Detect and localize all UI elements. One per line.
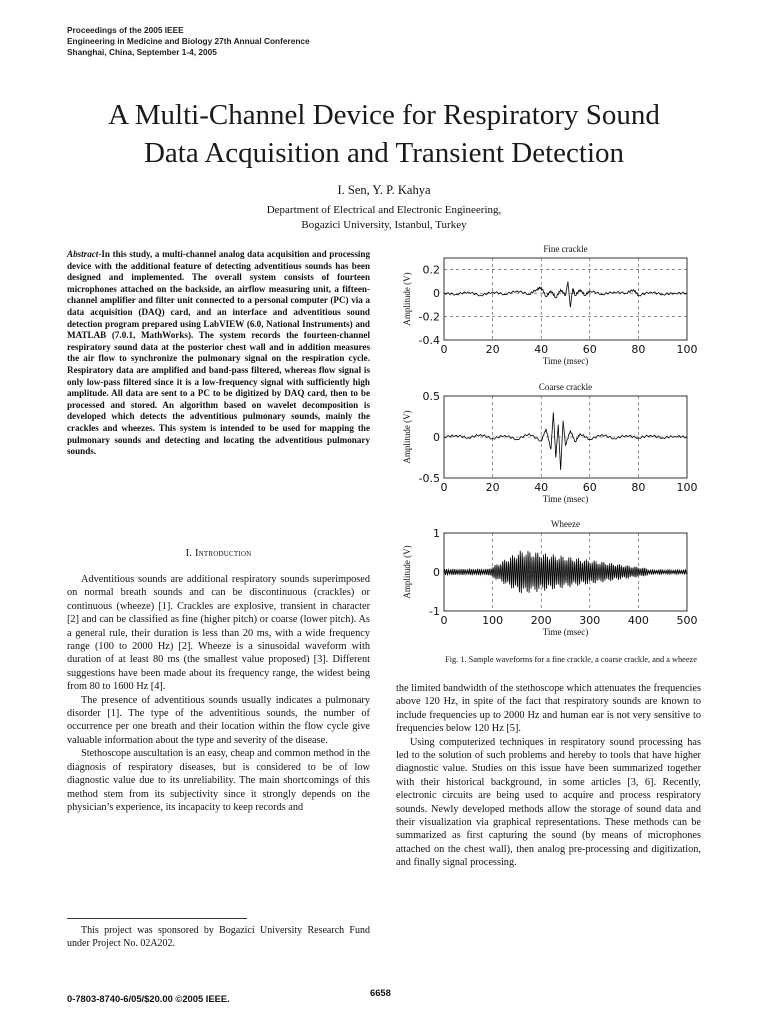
paragraph: Adventitious sounds are additional respiratory sounds superimposed on normal breath sounds and can be discontinuous (crackles) or continuous (wheeze) [1]. Crackles are explosive, transient in character [2] and can be classified as fine (higher pitch) or coarse (lower pitch). As a general rule, their duration is less than 20 ms, with a wide frequency range (100 to 2000 Hz) [2]. Wheeze is a sinusoidal waveform with duration of at least 80 ms (the smallest value proposed) [3]. Different suggestions have been made about its frequency range, the widest being from 80 to 1600 Hz [4]. <box>67 574 370 693</box>
waveform-series-line <box>444 412 687 469</box>
left-column-body <box>67 573 370 814</box>
panel-title: Coarse crackle <box>538 382 593 392</box>
x-tick-label: 100 <box>676 343 698 356</box>
title-line-1: A Multi-Channel Device for Respiratory Sound <box>108 99 660 131</box>
x-tick-label: 100 <box>676 481 698 494</box>
x-tick-label: 80 <box>631 481 646 494</box>
x-axis-label: Time (msec) <box>542 356 589 366</box>
paragraph: The presence of adventitious sounds usually indicates a pulmonary disorder [1]. The type of the adventitious sounds, the number of occurrence per one breath and their location within the flow cycle give valuable information about the type and severity of the disease. <box>67 694 370 746</box>
x-tick-label: 60 <box>582 343 597 356</box>
panel-title: Wheeze <box>551 519 580 529</box>
footnote-rule <box>67 918 247 919</box>
copyright-footer: 0-7803-8740-6/05/$20.00 ©2005 IEEE. <box>67 993 230 1004</box>
title-line-2: Data Acquisition and Transient Detection <box>143 137 625 169</box>
section-heading <box>67 548 370 559</box>
paragraph: Stethoscope auscultation is an easy, cheap and common method in the diagnosis of respiratory diseases, but is considered to be of low diagnostic value due to its unreliability. The main shortcomings of this method stem from its subjectivity since it strongly depends on the physician’s experience, its incapacity to keep records and <box>67 748 370 813</box>
x-tick-label: 0 <box>440 481 448 494</box>
abstract-text: In this study, a multi-channel analog data acquisition and processing device with the additional feature of detecting adventitious sounds has been designed and implemented. The overall system consists of fourteen microphones attached on the backside, an airflow measuring unit, a fifteen-channel amplifier and filter unit connected to a personal computer (PC) via a data acquisition (DAQ) card, and an interface and adventitious sound detection program prepared using LabVIEW (6.0, National Instruments) and MATLAB (7.0.1, MathWorks). The system records the fourteen-channel respiratory sound data at the posterior chest wall and in addition measures the air flow to synchronize the pulmonary signal on the respiration cycle. Respiratory data are amplified and band-pass filtered, whereas flow signal is only low-pass filtered since it is a low-frequency signal with sufficiently high amplitude. All data are sent to a PC to be digitized by DAQ card, then to be processed and stored. An algorithm based on wavelet decomposition is developed which detects the adventitious pulmonary sounds, mainly the crackles and wheezes. This system is intended to be used for mapping the pulmonary sounds and detecting and locating the adventitious pulmonary sounds. <box>67 249 370 457</box>
waveform-figure <box>386 238 716 652</box>
header-line-3: Shanghai, China, September 1-4, 2005 <box>67 47 217 57</box>
x-tick-label: 20 <box>485 481 500 494</box>
section-numeral: I. <box>185 548 195 559</box>
header-line-2: Engineering in Medicine and Biology 27th Annual Conference <box>67 36 310 46</box>
y-tick-label: -0.2 <box>418 310 440 324</box>
authors: I. Sen, Y. P. Kahya <box>337 183 431 197</box>
header-line-1: Proceedings of the 2005 IEEE <box>67 25 184 35</box>
y-axis-label: Amplitude (V) <box>402 410 412 464</box>
x-tick-label: 20 <box>485 343 500 356</box>
x-tick-label: 100 <box>482 614 504 627</box>
x-axis-label: Time (msec) <box>542 494 589 504</box>
x-tick-label: 60 <box>582 481 597 494</box>
y-tick-label: -1 <box>429 605 440 618</box>
page-number: 6658 <box>370 987 391 998</box>
paragraph: the limited bandwidth of the stethoscope which attenuates the frequencies above 120 Hz, in spite of the fact that respiratory sounds are known to include frequencies up to 2000 Hz and human ear is not very sensitive to frequencies below 120 Hz [5]. <box>396 683 701 735</box>
x-tick-label: 40 <box>534 481 549 494</box>
right-column-body <box>396 682 701 870</box>
footnote <box>67 924 370 950</box>
paragraph: Using computerized techniques in respiratory sound processing has led to the solution of such problems and hereby to tools that have higher diagnostic value. Studies on this issue have been summarized together with their historical background, in some articles [3, 6]. Recently, electronic circuits are being used to acquire and process respiratory sounds. Newly developed methods allow the storage of sound data and their visualization via graphical representations. These methods can be summarized as first capturing the sound (by means of microphones attached on the chest wall), then analog pre-processing and digitization, and finally signal processing. <box>396 736 701 869</box>
panel-title: Fine crackle <box>543 244 588 254</box>
y-tick-label: 0 <box>433 287 440 301</box>
x-tick-label: 80 <box>631 343 646 356</box>
figure-1 <box>386 238 716 652</box>
y-axis-label: Amplitude (V) <box>402 545 412 599</box>
y-tick-label: 0 <box>433 431 440 444</box>
x-tick-label: 40 <box>534 343 549 356</box>
paper-title <box>40 96 728 172</box>
y-tick-label: 0.5 <box>422 390 440 403</box>
affiliation-line-1: Department of Electrical and Electronic Engineering, <box>266 204 502 216</box>
x-tick-label: 300 <box>579 614 601 627</box>
footnote-text: This project was sponsored by Bogazici University Research Fund under Project No. 02A202. <box>67 925 370 949</box>
x-axis-label: Time (msec) <box>542 627 589 637</box>
figure-caption: Fig. 1. Sample waveforms for a fine crackle, a coarse crackle, and a wheeze <box>445 655 697 664</box>
waveform-series-line <box>444 281 687 307</box>
y-tick-label: 0 <box>433 566 440 579</box>
abstract-lead: Abstract- <box>67 249 102 259</box>
y-tick-label: 0.2 <box>422 263 440 277</box>
x-tick-label: 400 <box>627 614 649 627</box>
section-title: Introduction <box>194 548 252 559</box>
x-tick-label: 200 <box>530 614 552 627</box>
y-tick-label: -0.4 <box>418 334 440 347</box>
affiliation-line-2: Bogazici University, Istanbul, Turkey <box>301 219 467 231</box>
abstract <box>67 249 370 458</box>
y-tick-label: 1 <box>433 527 440 540</box>
x-tick-label: 500 <box>676 614 698 627</box>
x-tick-label: 0 <box>440 343 448 356</box>
y-axis-label: Amplitude (V) <box>402 272 412 326</box>
affiliation <box>0 203 768 233</box>
plot-frame <box>444 258 687 340</box>
y-tick-label: -0.5 <box>418 472 440 485</box>
conference-header <box>67 25 367 58</box>
x-tick-label: 0 <box>440 614 448 627</box>
